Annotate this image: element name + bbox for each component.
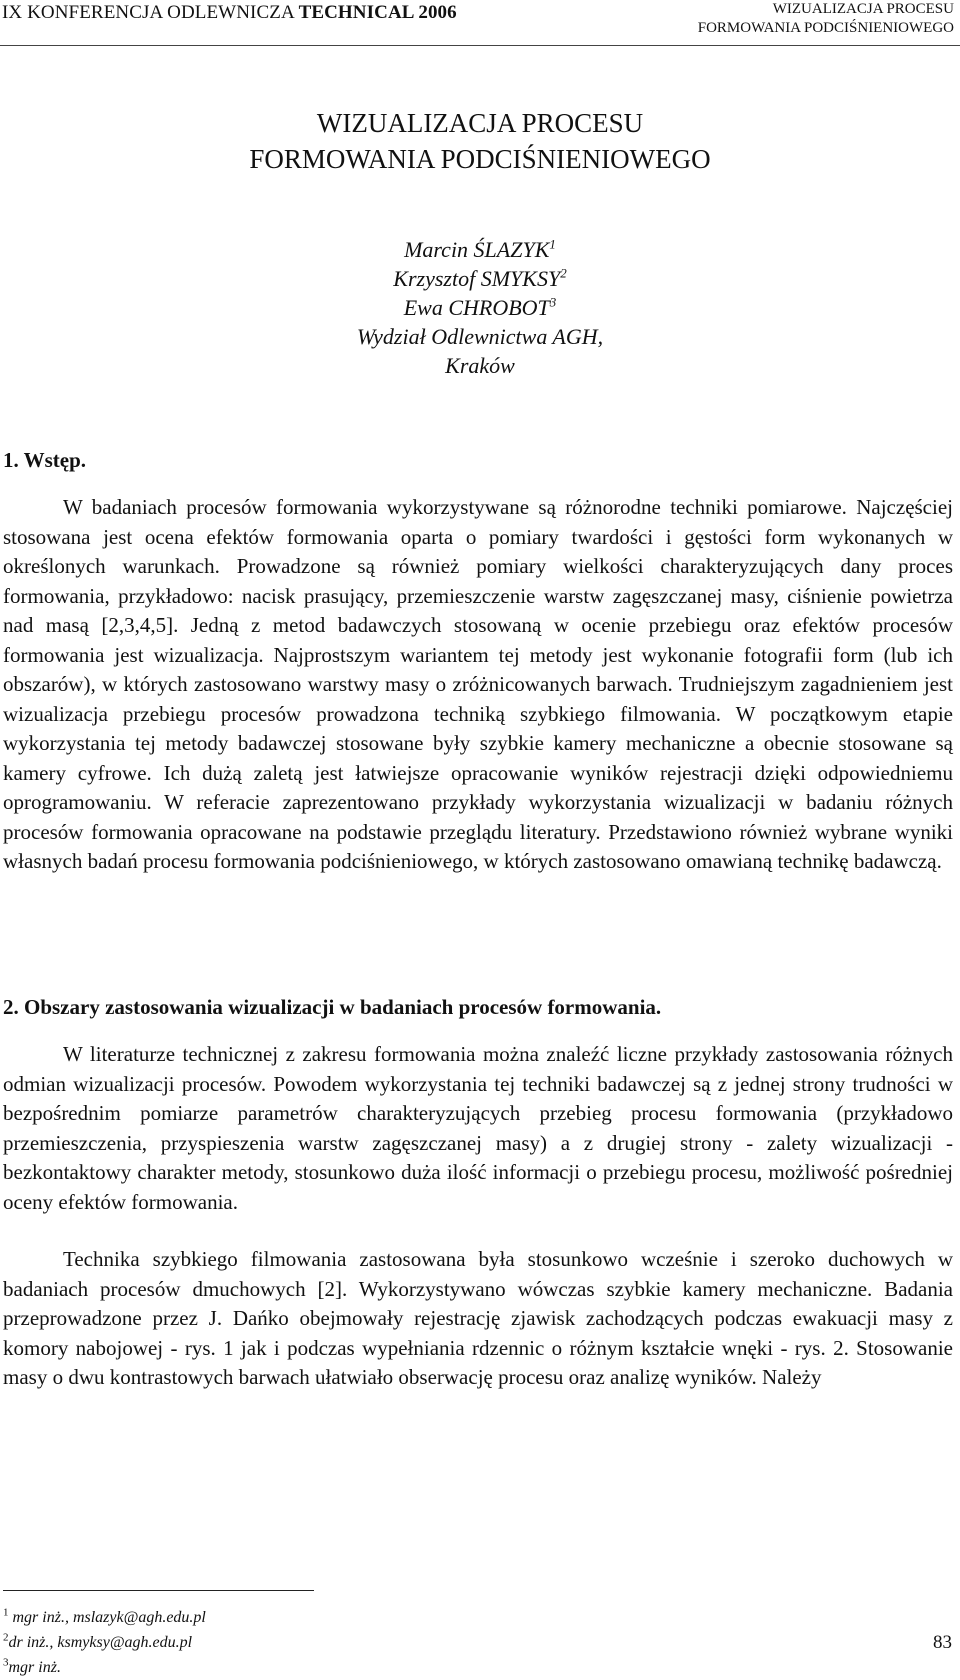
running-title-line1: WIZUALIZACJA PROCESU: [772, 1, 954, 17]
section-heading-applications: 2. Obszary zastosowania wizualizacji w badaniach procesów formowania.: [3, 995, 662, 1019]
conference-name-bold: TECHNICAL 2006: [298, 2, 457, 23]
footnote-mark: 2: [3, 1631, 9, 1644]
footnote-3: [3, 1655, 206, 1680]
author-2: [0, 264, 960, 293]
footnote-1: [3, 1605, 206, 1630]
author-1: [0, 235, 960, 264]
footnote-2: [3, 1630, 206, 1655]
affiliation-line1: Wydział Odlewnictwa AGH,: [356, 324, 604, 349]
running-title: [698, 0, 954, 38]
footnote-mark: 3: [3, 1656, 9, 1669]
footnote-divider: [3, 1590, 314, 1591]
author-name: Marcin ŚLAZYK: [404, 237, 550, 262]
section-heading-introduction: 1. Wstęp.: [3, 448, 87, 472]
footnote-text: dr inż., ksmyksy@agh.edu.pl: [8, 1634, 193, 1651]
author-footnote-mark: 3: [549, 294, 557, 310]
author-footnote-mark: 2: [560, 265, 567, 281]
applications-paragraph-1: W literaturze technicznej z zakresu formowania można znaleźć liczne przykłady zastosowania różnych odmian wizualizacji procesów. Powodem wykorzystania tej techniki badawczej są z jednej strony trudności w bezpośrednim pomiarze parametrów charakteryzujących przebieg procesu formowania (przykładowo przemieszczenia, przyspieszenia warstw zagęszczanej masy) a z drugiej strony - zalety wizualizacji - bezkontaktowy charakter metody, stosunkowo duża ilość informacji o przebiegu procesu, możliwość pośredniej oceny efektów formowania.: [3, 1042, 953, 1214]
footnote-text: mgr inż., mslazyk@agh.edu.pl: [12, 1609, 206, 1626]
conference-name: [2, 2, 457, 24]
author-name: Ewa CHROBOT: [403, 295, 550, 320]
conference-name-prefix: IX KONFERENCJA ODLEWNICZA: [2, 2, 299, 23]
footnote-text: mgr inż.: [8, 1659, 61, 1676]
author-name: Krzysztof SMYKSY: [393, 266, 561, 291]
running-header: [0, 0, 960, 46]
paper-title-line2: FORMOWANIA PODCIŚNIENIOWEGO: [249, 144, 711, 174]
running-title-line2: FORMOWANIA PODCIŚNIENIOWEGO: [697, 20, 954, 36]
applications-paragraph-2: Technika szybkiego filmowania zastosowana była stosunkowo wcześnie i szeroko duchowych w badaniach procesów dmuchowych [2]. Wykorzystywano wówczas szybkie kamery mechaniczne. Badania przeprowadzone przez J. Dańko obejmowały rejestrację zjawisk zachodzących podczas ewakuacji masy z komory nabojowej - rys. 1 jak i podczas wypełniania rdzennic o różnym kształcie wnęki - rys. 2. Stosowanie masy o dwu kontrastowych barwach ułatwiało obserwację procesu oraz analizę wyników. Należy: [3, 1247, 953, 1389]
footnote-mark: 1: [3, 1606, 9, 1619]
author-footnote-mark: 1: [549, 236, 556, 252]
paper-title-line1: WIZUALIZACJA PROCESU: [316, 108, 644, 138]
footnotes: [3, 1605, 206, 1680]
page-number: 83: [933, 1632, 952, 1653]
author-3: [0, 293, 960, 322]
affiliation-line2: Kraków: [445, 353, 515, 378]
introduction-paragraph: W badaniach procesów formowania wykorzystywane są różnorodne techniki pomiarowe. Najczęściej stosowana jest ocena efektów formowania oparta o pomiary twardości i gęstości form wykonanych w określonych warunkach. Prowadzone są również pomiary wielkości charakteryzujących dany proces formowania, przykładowo: nacisk prasujący, przemieszczenie warstw zagęszczanej masy, ciśnienie powietrza nad masą [2,3,4,5]. Jedną z metod badawczych stosowaną w ocenie przebiegu oraz efektów procesów formowania jest wizualizacja. Najprostszym wariantem tej metody jest wykonanie fotografii form (lub ich obszarów), w których zastosowano warstwy masy o zróżnicowanych barwach. Trudniejszym zagadnieniem jest wizualizacja przebiegu procesów prowadzona techniką szybkiego filmowania. W początkowym etapie wykorzystania tej metody badawczej stosowane były szybkie kamery mechaniczne a obecnie stosowane są kamery cyfrowe. Ich dużą zaletą jest łatwiejsze opracowanie wyników rejestracji dzięki odpowiedniemu oprogramowaniu. W referacie zaprezentowano przykłady wykorzystania wizualizacji w badaniu różnych procesów formowania opracowane na podstawie przeglądu literatury. Przedstawiono również wybrane wyniki własnych badań procesu formowania podciśnieniowego, w których zastosowano omawianą technikę badawczą.: [3, 495, 953, 873]
author-block: [0, 235, 960, 380]
paper-title: [0, 105, 960, 177]
